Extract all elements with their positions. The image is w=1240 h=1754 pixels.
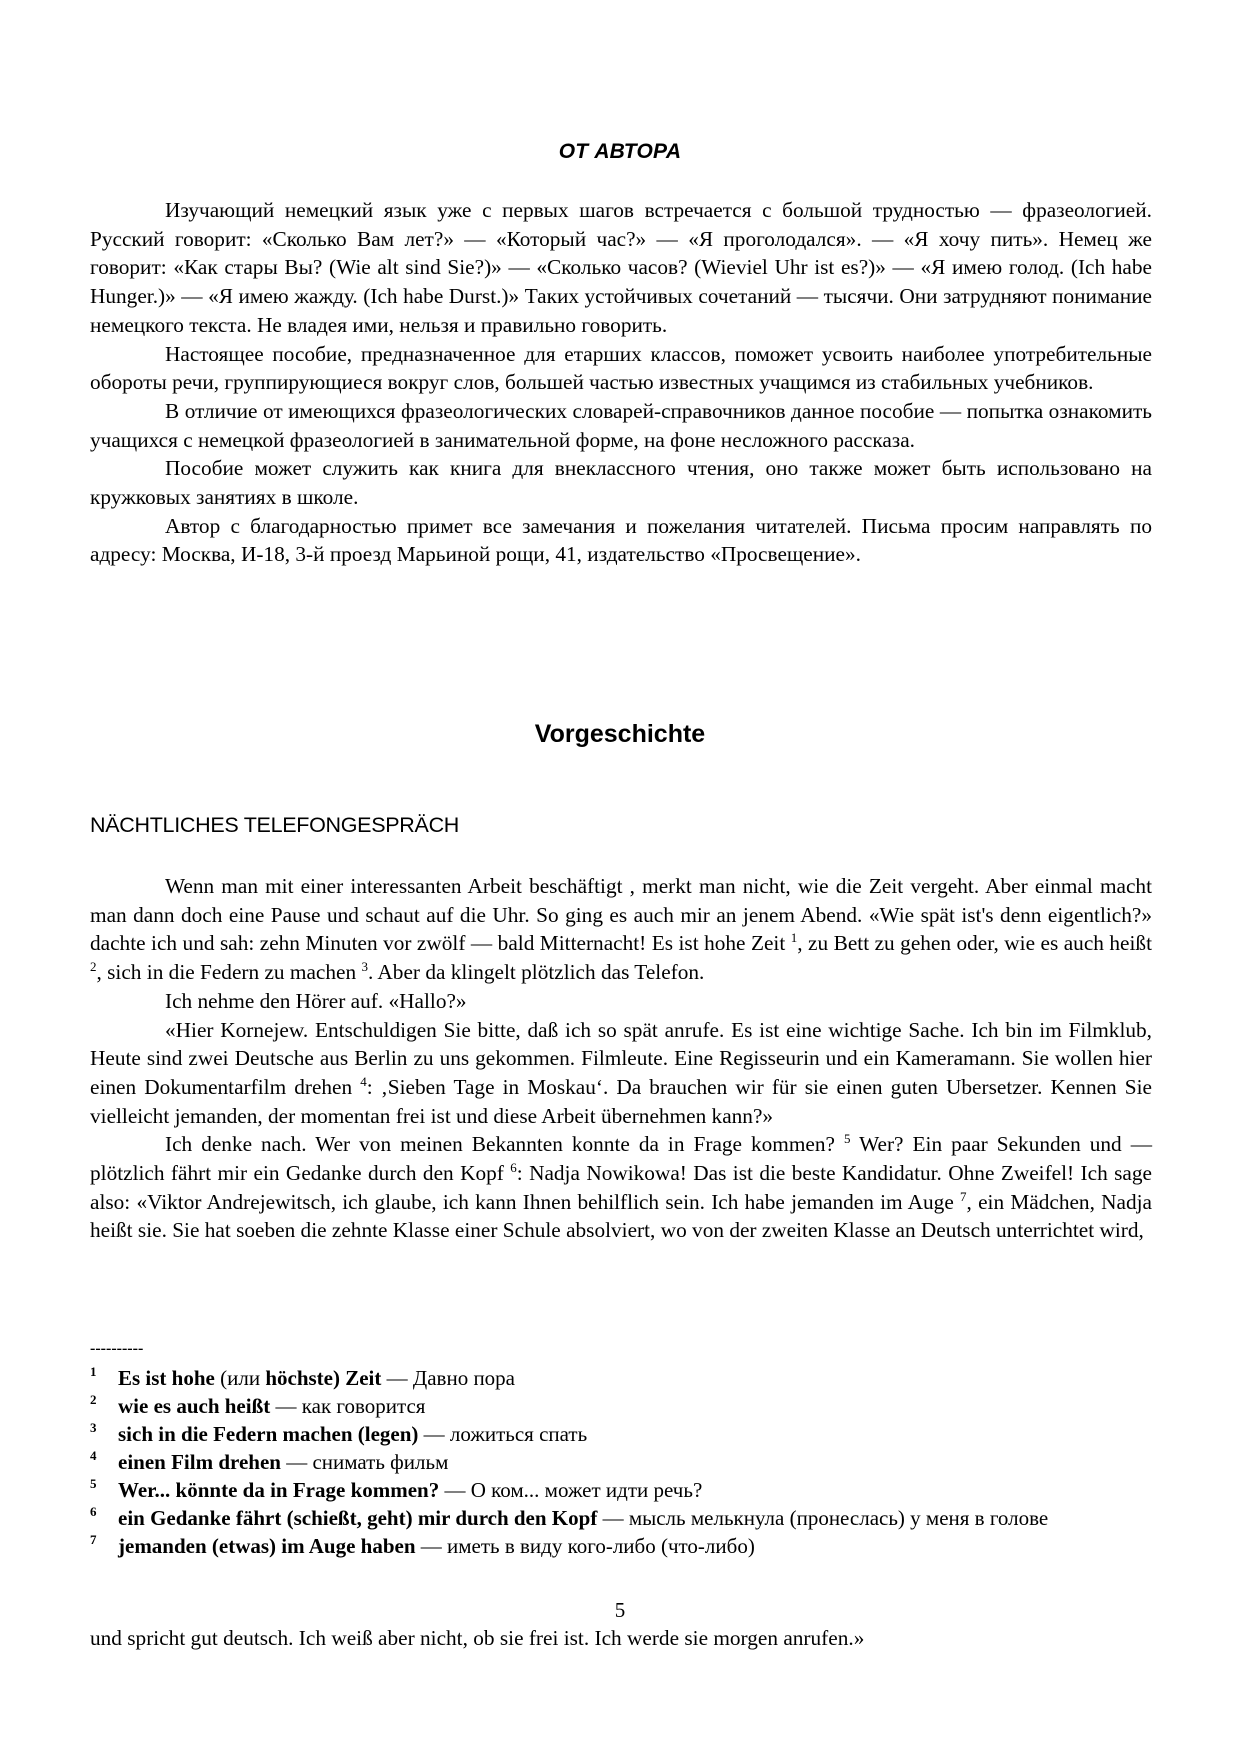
- foreword-paragraph: Пособие может служить как книга для внеклассного чтения, оно также может быть использовано на кружковых занятиях в школе.: [90, 456, 1152, 510]
- footnote-translation: — снимать фильм: [280, 1450, 449, 1474]
- story-paragraph: Ich nehme den Hörer auf. «Hallo?»: [165, 988, 467, 1013]
- footnote-term: wie es auch heißt: [118, 1394, 271, 1418]
- footnote-translation: — иметь в виду кого-либо (что-либо): [415, 1534, 755, 1558]
- footnote-translation: — как говорится: [270, 1394, 426, 1418]
- footnote-number: 3: [90, 1420, 97, 1435]
- page-number: 5: [614, 1598, 626, 1622]
- footnote-number: 2: [90, 1392, 97, 1407]
- text-run: : Nadja Nowikowa! Das ist die beste Kandidatur. Ohne Zweifel! Ich sage also: «Viktor Andrejewitsch, ich glaube, ich kann Ihnen behilflich sein. Ich habe jemanden im Auge: [90, 1161, 1152, 1214]
- text-run: . Aber da klingelt plötzlich das Telefon.: [367, 960, 705, 985]
- footnote-ref[interactable]: 3: [361, 959, 368, 975]
- footnote-ref[interactable]: 6: [510, 1159, 517, 1175]
- text-run: , ein Mädchen, Nadja heißt sie. Sie hat soeben die zehnte Klasse einer Schule absolviert, wo von der zweiten Klasse an Deutsch unterrichtet wird,: [90, 1189, 1152, 1243]
- footnote-item: [90, 1364, 1152, 1392]
- footnote-term: einen Film drehen: [118, 1450, 281, 1474]
- footnote-ref[interactable]: 5: [844, 1131, 851, 1147]
- footnote-term: jemanden (etwas) im Auge haben: [118, 1534, 416, 1558]
- footnote-aside: (или: [214, 1366, 266, 1390]
- text-run: , sich in die Federn zu machen: [96, 960, 362, 985]
- footnote-ref[interactable]: 1: [790, 930, 798, 946]
- story-text: [90, 872, 1152, 1245]
- footnote-translation: — мысль мелькнула (пронеслась) у меня в голове: [597, 1506, 1049, 1530]
- section-title-from-author: ОТ АВТОРА: [558, 140, 682, 163]
- footnote-translation: — Давно пора: [381, 1366, 515, 1390]
- text-run: Wenn man mit einer interessanten Arbeit beschäftigt , merkt man nicht, wie die Zeit vergeht. Aber einmal macht man dann doch eine Pause und schaut auf die Uhr. So ging es auch mir an jenem Abend. «Wie spät ist's denn eigentlich?» dachte ich und sah: zehn Minuten vor zwölf — bald Mitternacht! Es ist hohe Zeit: [90, 874, 1152, 956]
- footnote-term: höchste) Zeit: [265, 1366, 382, 1390]
- story-paragraph: [90, 1130, 1152, 1245]
- footnote-term: Wer... könnte da in Frage kommen?: [118, 1478, 440, 1502]
- footnote-number: 4: [90, 1448, 97, 1463]
- footnote-item: [90, 1532, 1152, 1560]
- foreword-paragraph: Настоящее пособие, предназначенное для етарших классов, поможет усвоить наиболее употребительные обороты речи, группирующиеся вокруг слов, большей частью известных учащимся из стабильных учебников.: [90, 341, 1152, 395]
- footnote-number: 7: [90, 1532, 97, 1547]
- story-paragraph: [90, 1016, 1152, 1131]
- text-run: , zu Bett zu gehen oder, wie es auch heißt: [797, 931, 1152, 956]
- author-foreword: [90, 196, 1152, 569]
- foreword-paragraph: Изучающий немецкий язык уже с первых шагов встречается с большой трудностью — фразеологией. Русский говорит: «Сколько Вам лет?» — «Который час?» — «Я проголодался». — «Я хочу пить». Немец же говорит: «Как стары Вы? (Wie alt sind Sie?)» — «Сколько часов? (Wieviel Uhr ist es?)» — «Я имею голод. (Ich habe Hunger.)» — «Я имею жажду. (Ich habe Durst.)» Таких устойчивых сочетаний — тысячи. Они затрудняют понимание немецкого текста. Не владея ими, нельзя и правильно говорить.: [90, 198, 1152, 337]
- text-run: Wer? Ein paar Sekunden und — plötzlich fährt mir ein Gedanke durch den Kopf: [90, 1132, 1152, 1186]
- footnote-ref[interactable]: 7: [960, 1188, 967, 1204]
- footnote-item: [90, 1420, 1152, 1448]
- text-run: Ich denke nach. Wer von meinen Bekannten konnte da in Frage kommen?: [165, 1132, 844, 1157]
- story-paragraph: [90, 872, 1152, 987]
- footnote-ref[interactable]: 4: [360, 1073, 367, 1089]
- footnote-number: 1: [90, 1364, 97, 1379]
- footnote-item: [90, 1392, 1152, 1420]
- foreword-paragraph: Автор с благодарностью примет все замечания и пожелания читателей. Письма просим направлять по адресу: Москва, И-18, 3-й проезд Марьиной рощи, 41, издательство «Просвещение».: [90, 513, 1152, 567]
- footnote-translation: — О ком... может идти речь?: [439, 1478, 703, 1502]
- footnotes-list: [90, 1364, 1152, 1560]
- footnote-number: 6: [90, 1504, 97, 1519]
- footnote-term: ein Gedanke fährt (schießt, geht) mir durch den Kopf: [118, 1506, 598, 1530]
- text-run: «Hier Kornejew. Entschuldigen Sie bitte, daß ich so spät anrufe. Es ist eine wichtige Sache. Ich bin im Filmklub, Heute sind zwei Deutsche aus Berlin zu uns gekommen. Filmleute. Eine Regisseurin und ein Kameramann. Sie wollen hier einen Dokumentarfilm drehen: [90, 1017, 1152, 1099]
- chapter-title: NÄCHTLICHES TELEFONGESPRÄCH: [90, 813, 460, 837]
- text-run: : ‚Sieben Tage in Moskau‘. Da brauchen wir für sie einen guten Ubersetzer. Kennen Sie vielleicht jemanden, der momentan frei ist und diese Arbeit übernehmen kann?»: [90, 1074, 1152, 1128]
- footnote-item: [90, 1504, 1152, 1532]
- foreword-paragraph: В отличие от имеющихся фразеологических словарей-справочников данное пособие — попытка ознакомить учащихся с немецкой фразеологией в занимательной форме, на фоне несложного рассказа.: [90, 398, 1152, 452]
- footnote-item: [90, 1476, 1152, 1504]
- footnote-ref[interactable]: 2: [90, 959, 97, 975]
- footnote-translation: — ложиться спать: [418, 1422, 588, 1446]
- footnote-separator: ----------: [90, 1340, 144, 1357]
- footnote-term: sich in die Federn machen (legen): [118, 1422, 419, 1446]
- footnote-number: 5: [90, 1476, 97, 1491]
- story-title: Vorgeschichte: [534, 720, 706, 748]
- continuation-text: und spricht gut deutsch. Ich weiß aber nicht, ob sie frei ist. Ich werde sie morgen anrufen.»: [90, 1626, 865, 1650]
- footnote-item: [90, 1448, 1152, 1476]
- footnote-term: Es ist hohe: [118, 1366, 215, 1390]
